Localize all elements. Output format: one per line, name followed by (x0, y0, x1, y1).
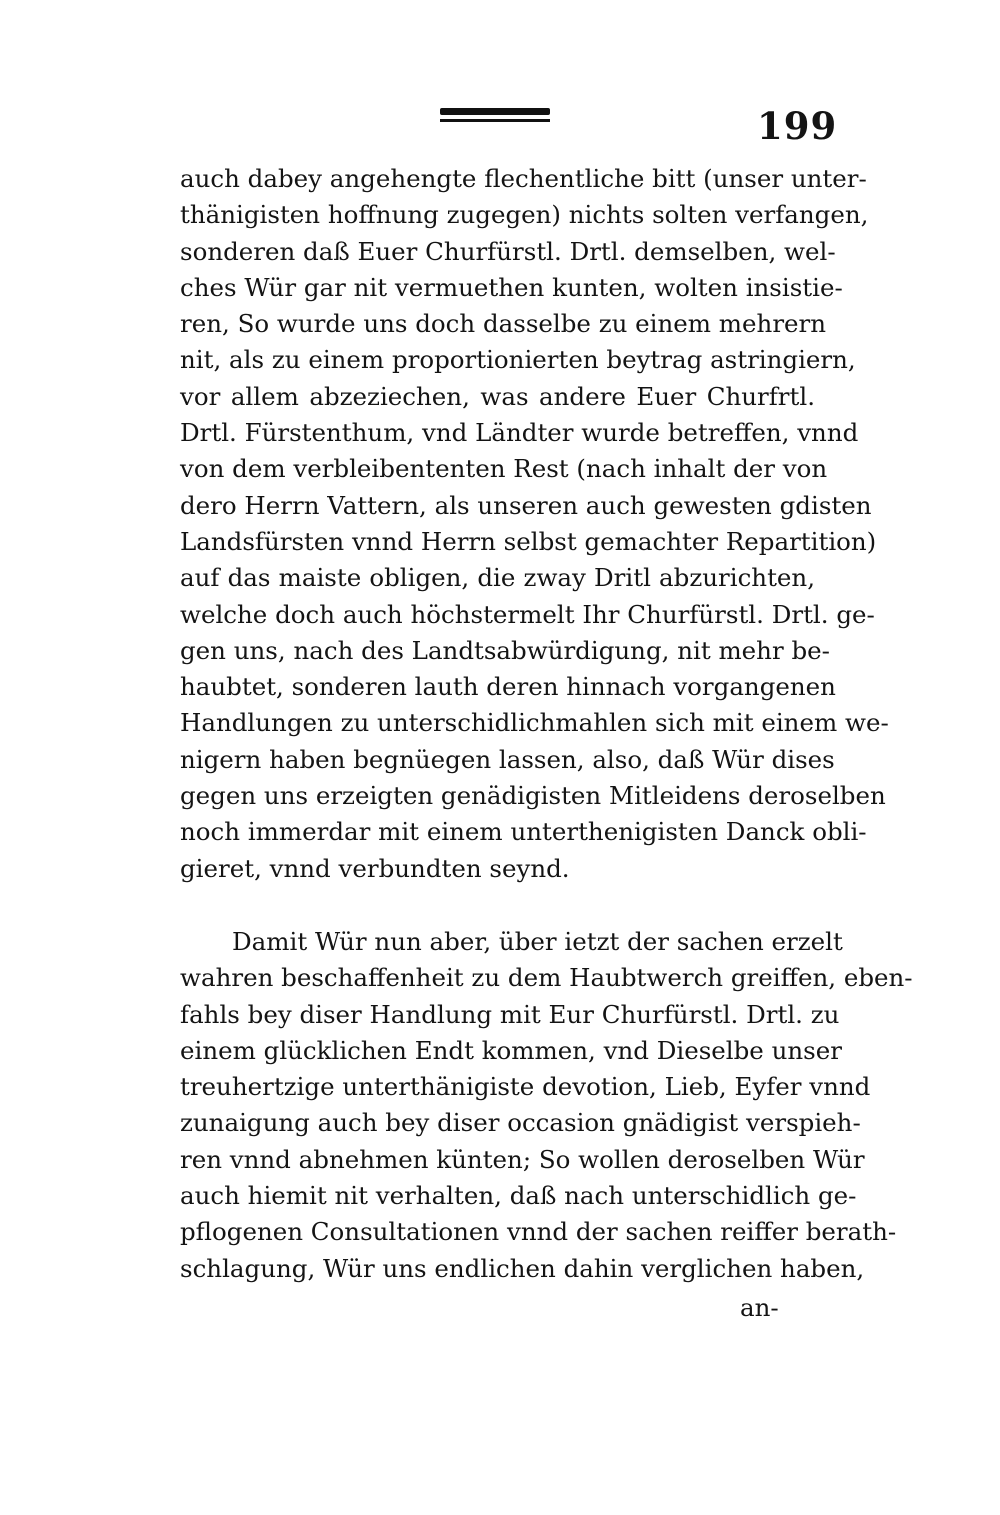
text-line: Handlungen zu unterschidlichmahlen sich mit einem we- (180, 708, 889, 738)
header-rule (440, 108, 550, 122)
text-line: noch immerdar mit einem unterthenigisten Danck obli- (180, 817, 867, 847)
text-line: zunaigung auch bey diser occasion gnädigist verspieh- (180, 1108, 861, 1138)
header-rule-thin (440, 119, 550, 122)
text-line: auch hiemit nit verhalten, daß nach unterschidlich ge- (180, 1181, 857, 1211)
text-line: von dem verbleibententen Rest (nach inhalt der von (180, 454, 828, 484)
text-line: fahls bey diser Handlung mit Eur Churfürstl. Drtl. zu (180, 999, 840, 1029)
text-line: dero Herrn Vattern, als unseren auch gewesten gdisten (180, 490, 872, 520)
text-line: nit, als zu einem proportionierten beytrag astringiern, (180, 345, 856, 375)
text-line: ren vnnd abnehmen künten; So wollen deroselben Wür (180, 1144, 865, 1174)
text-line: thänigisten hoffnung zugegen) nichts solten verfangen, (180, 200, 869, 230)
text-line: pflogenen Consultationen vnnd der sachen reiffer berath- (180, 1217, 897, 1247)
text-line: auf das maiste obligen, die zway Dritl abzurichten, (180, 563, 815, 593)
text-line: schlagung, Wür uns endlichen dahin verglichen haben, (180, 1253, 865, 1283)
text-line: vor allem abzeziechen, was andere Euer Churfrtl. (180, 381, 815, 411)
page-number: 199 (757, 104, 838, 148)
text-line: sonderen daß Euer Churfürstl. Drtl. demselben, wel- (180, 236, 836, 266)
text-line: auch dabey angehengte flechentliche bitt (unser unter- (180, 164, 867, 193)
text-line: treuhertzige unterthänigiste devotion, Lieb, Eyfer vnnd (180, 1072, 871, 1102)
text-line: gegen uns erzeigten genädigisten Mitleidens deroselben (180, 781, 886, 811)
header-rule-thick (440, 108, 550, 115)
paragraph-2 (180, 924, 913, 1287)
paragraph-1 (180, 161, 889, 887)
text-line: wahren beschaffenheit zu dem Haubtwerch greiffen, eben- (180, 963, 913, 993)
text-line: Drtl. Fürstenthum, vnd Ländter wurde betreffen, vnnd (180, 418, 859, 448)
text-line: gen uns, nach des Landtsabwürdigung, nit mehr be- (180, 635, 830, 665)
text-line: Landsfürsten vnnd Herrn selbst gemachter Repartition) (180, 526, 877, 556)
text-line: ches Wür gar nit vermuethen kunten, wolten insistie- (180, 272, 843, 302)
text-line: ren, So wurde uns doch dasselbe zu einem mehrern (180, 309, 827, 339)
text-line: welche doch auch höchstermelt Ihr Churfürstl. Drtl. ge- (180, 599, 875, 629)
text-line: einem glücklichen Endt kommen, vnd Dieselbe unser (180, 1035, 842, 1065)
text-line: nigern haben begnüegen lassen, also, daß Wür dises (180, 744, 835, 774)
text-line: haubtet, sonderen lauth deren hinnach vorgangenen (180, 672, 836, 702)
text-line-first: Damit Wür nun aber, über ietzt der sachen erzelt (232, 927, 843, 956)
catchword: an- (740, 1293, 779, 1322)
text-line-last: gieret, vnnd verbundten seynd. (180, 853, 570, 883)
